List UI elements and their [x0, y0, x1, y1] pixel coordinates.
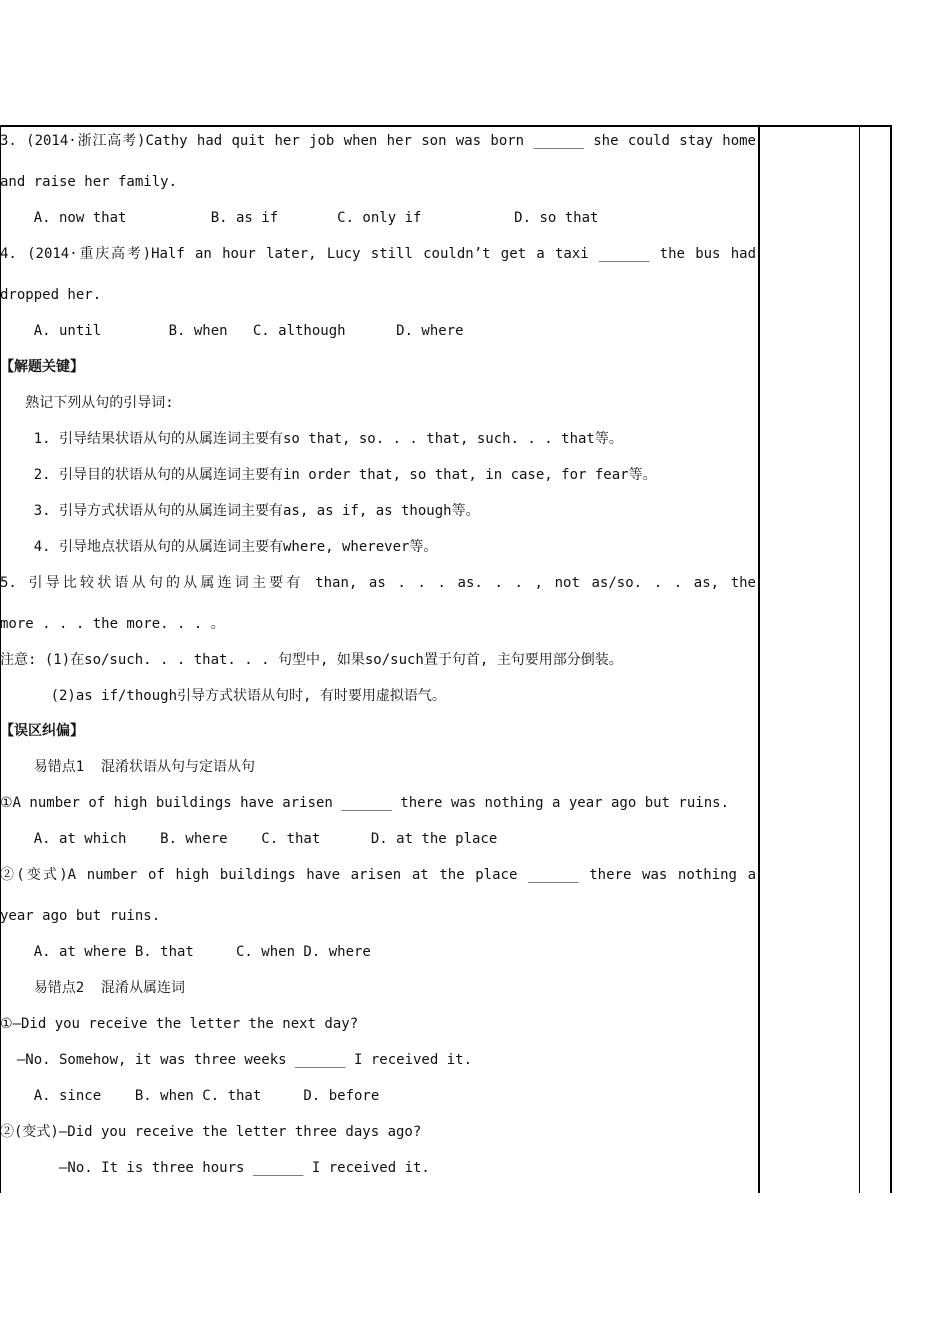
mistake-point-2-title: 易错点2 混淆从属连词: [0, 980, 186, 996]
mistake-point-1-title: 易错点1 混淆状语从句与定语从句: [0, 759, 256, 775]
mistake-point-1-question-2-cont: year ago but ruins.: [0, 908, 161, 924]
question-3-stem: 3. (2014·浙江高考)Cathy had quit her job when her son was born ______ she could stay home: [0, 133, 756, 149]
question-4-options: A. until B. when C. although D. where: [0, 323, 464, 339]
key-item-5-cont: more . . . the more. . . 。: [0, 616, 225, 632]
key-heading: 【解题关键】: [0, 359, 84, 375]
key-item-3: 3. 引导方式状语从句的从属连词主要有as, as if, as though等。: [0, 503, 480, 519]
note-2: (2)as if/though引导方式状语从句时, 有时要用虚拟语气。: [0, 688, 446, 704]
question-3-options: A. now that B. as if C. only if D. so that: [0, 210, 599, 226]
mistake-point-2-question-2: ②(变式)—Did you receive the letter three days ago?: [0, 1124, 422, 1140]
question-4-stem-cont: dropped her.: [0, 287, 102, 303]
question-4-stem: 4. (2014·重庆高考)Half an hour later, Lucy still couldn’t get a taxi ______ the bus had: [0, 246, 756, 262]
note-1: 注意: (1)在so/such. . . that. . . 句型中, 如果so/such置于句首, 主句要用部分倒装。: [0, 652, 623, 668]
mistake-point-1-question-1: ①A number of high buildings have arisen ______ there was nothing a year ago but ruins.: [0, 795, 729, 811]
mistake-point-1-question-2: ②(变式)A number of high buildings have arisen at the place ______ there was nothing a: [0, 867, 756, 883]
mistake-point-2-question-1-reply: —No. Somehow, it was three weeks ______ I received it.: [0, 1052, 473, 1068]
mistake-point-1-question-1-options: A. at which B. where C. that D. at the place: [0, 831, 498, 847]
column-divider-2: [859, 125, 860, 1193]
table-right-border: [890, 125, 892, 1193]
question-3-stem-cont: and raise her family.: [0, 174, 178, 190]
key-intro: 熟记下列从句的引导词:: [0, 395, 174, 411]
key-item-1: 1. 引导结果状语从句的从属连词主要有so that, so. . . that, such. . . that等。: [0, 431, 623, 447]
key-item-5: 5. 引导比较状语从句的从属连词主要有 than, as . . . as. . . , not as/so. . . as, the: [0, 575, 756, 591]
mistake-point-2-question-2-reply: —No. It is three hours ______ I received it.: [0, 1160, 430, 1176]
mistake-heading: 【误区纠偏】: [0, 723, 84, 739]
mistake-point-2-question-1-options: A. since B. when C. that D. before: [0, 1088, 380, 1104]
key-item-4: 4. 引导地点状语从句的从属连词主要有where, wherever等。: [0, 539, 438, 555]
column-divider-1: [758, 125, 760, 1193]
key-item-2: 2. 引导目的状语从句的从属连词主要有in order that, so that, in case, for fear等。: [0, 467, 657, 483]
mistake-point-1-question-2-options: A. at where B. that C. when D. where: [0, 944, 371, 960]
mistake-point-2-question-1: ①—Did you receive the letter the next day?: [0, 1016, 359, 1032]
